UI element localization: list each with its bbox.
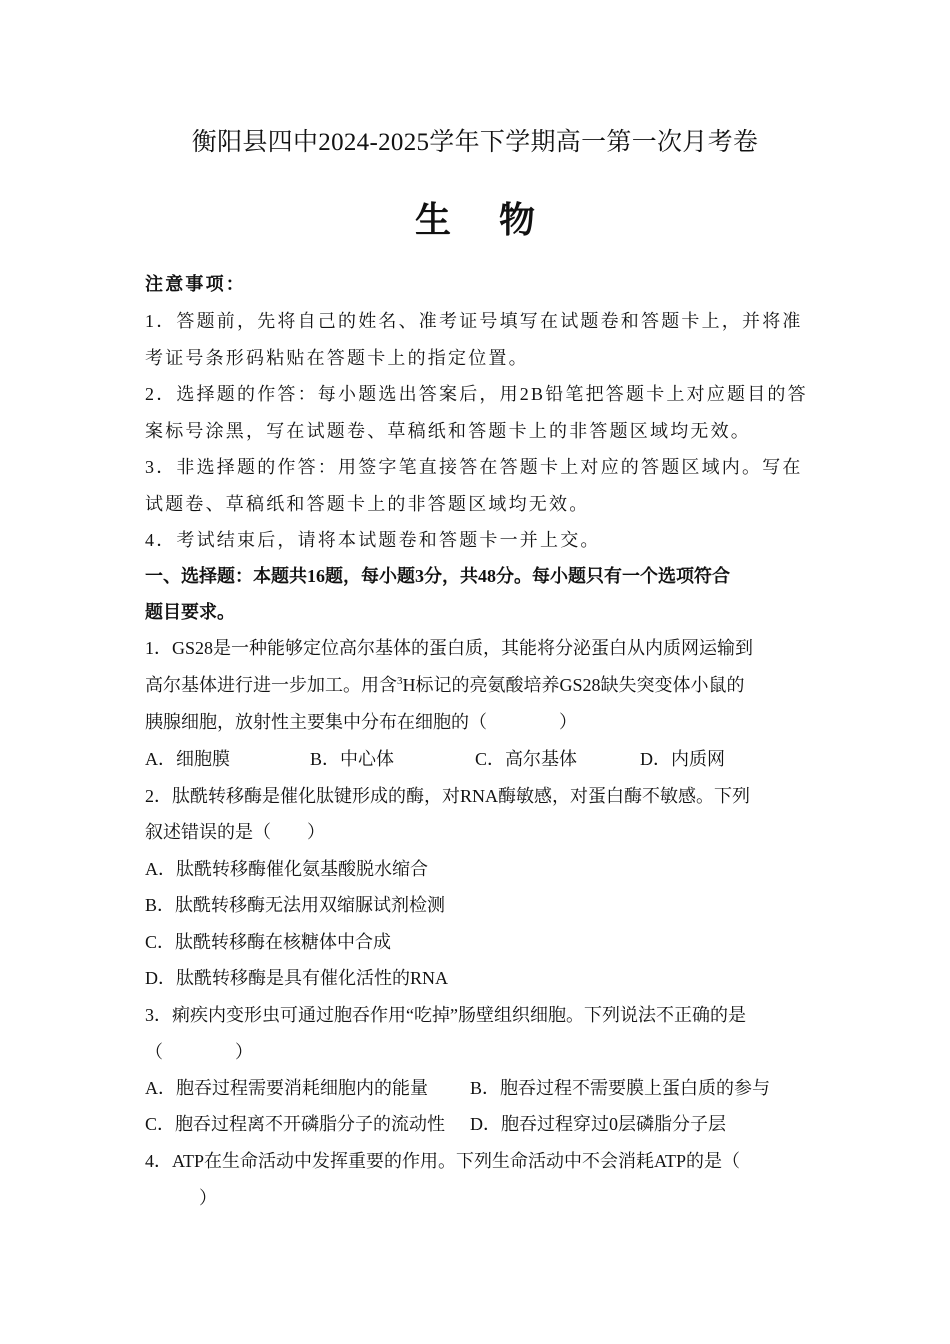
question-1-stem-cont: 高尔基体进行进一步加工。用含$^3$H标记的亮氨酸培养GS28缺失突变体小鼠的 bbox=[145, 675, 745, 695]
notice-line: 试题卷、草稿纸和答题卡上的非答题区域均无效。 bbox=[145, 494, 590, 514]
question-3-options-row1 bbox=[145, 1076, 815, 1100]
section-heading: 一、选择题：本题共16题，每小题3分，共48分。每小题只有一个选项符合 bbox=[145, 566, 730, 586]
question-4-stem-cont: ） bbox=[145, 1188, 217, 1208]
subject-char: 物 bbox=[499, 200, 536, 241]
notice-line: 考证号条形码粘贴在答题卡上的指定位置。 bbox=[145, 348, 529, 368]
notice-line: 3．非选择题的作答：用签字笔直接答在答题卡上对应的答题区域内。写在 bbox=[145, 457, 803, 477]
question-2-stem-cont: 叙述错误的是（ ） bbox=[145, 822, 325, 842]
notice-heading: 注意事项： bbox=[145, 274, 246, 294]
question-2-stem: 2．肽酰转移酶是催化肽键形成的酶，对RNA酶敏感，对蛋白酶不敏感。下列 bbox=[145, 786, 751, 806]
option-b: B．中心体 bbox=[310, 749, 395, 769]
option-c: C．高尔基体 bbox=[475, 749, 578, 769]
option-c: C．胞吞过程离不开磷脂分子的流动性 bbox=[145, 1114, 446, 1134]
option-d: D．肽酰转移酶是具有催化活性的RNA bbox=[145, 968, 449, 988]
option-d: D．内质网 bbox=[640, 749, 725, 769]
notice-line: 4．考试结束后，请将本试题卷和答题卡一并上交。 bbox=[145, 530, 601, 550]
question-3-stem-cont: （ ） bbox=[145, 1042, 253, 1062]
question-3-options-row2 bbox=[145, 1112, 815, 1136]
question-3-stem: 3．痢疾内变形虫可通过胞吞作用“吃掉”肠壁组织细胞。下列说法不正确的是 bbox=[145, 1005, 746, 1025]
question-1-options bbox=[145, 747, 815, 771]
option-b: B．肽酰转移酶无法用双缩脲试剂检测 bbox=[145, 895, 446, 915]
option-a: A．细胞膜 bbox=[145, 749, 230, 769]
option-b: B．胞吞过程不需要膜上蛋白质的参与 bbox=[470, 1078, 771, 1098]
notice-line: 案标号涂黑，写在试题卷、草稿纸和答题卡上的非答题区域均无效。 bbox=[145, 421, 751, 441]
question-1-stem-end: 胰腺细胞，放射性主要集中分布在细胞的（ ） bbox=[145, 712, 577, 732]
option-d: D．胞吞过程穿过0层磷脂分子层 bbox=[470, 1114, 726, 1134]
subject-char: 生 bbox=[414, 200, 451, 241]
notice-line: 2．选择题的作答：每小题选出答案后，用2B铅笔把答题卡上对应题目的答 bbox=[145, 384, 808, 404]
subject-title bbox=[0, 192, 950, 243]
question-1-stem: 1．GS28是一种能够定位高尔基体的蛋白质，其能将分泌蛋白从内质网运输到 bbox=[145, 638, 754, 658]
notice-line: 1．答题前，先将自己的姓名、准考证号填写在试题卷和答题卡上，并将准 bbox=[145, 311, 803, 331]
option-a: A．胞吞过程需要消耗细胞内的能量 bbox=[145, 1078, 428, 1098]
option-a: A．肽酰转移酶催化氨基酸脱水缩合 bbox=[145, 859, 428, 879]
section-heading-cont: 题目要求。 bbox=[145, 602, 235, 622]
exam-title: 衡阳县四中2024-2025学年下学期高一第一次月考卷 bbox=[191, 129, 759, 156]
question-4-stem: 4．ATP在生命活动中发挥重要的作用。下列生命活动中不会消耗ATP的是（ bbox=[145, 1151, 741, 1171]
option-c: C．肽酰转移酶在核糖体中合成 bbox=[145, 932, 392, 952]
